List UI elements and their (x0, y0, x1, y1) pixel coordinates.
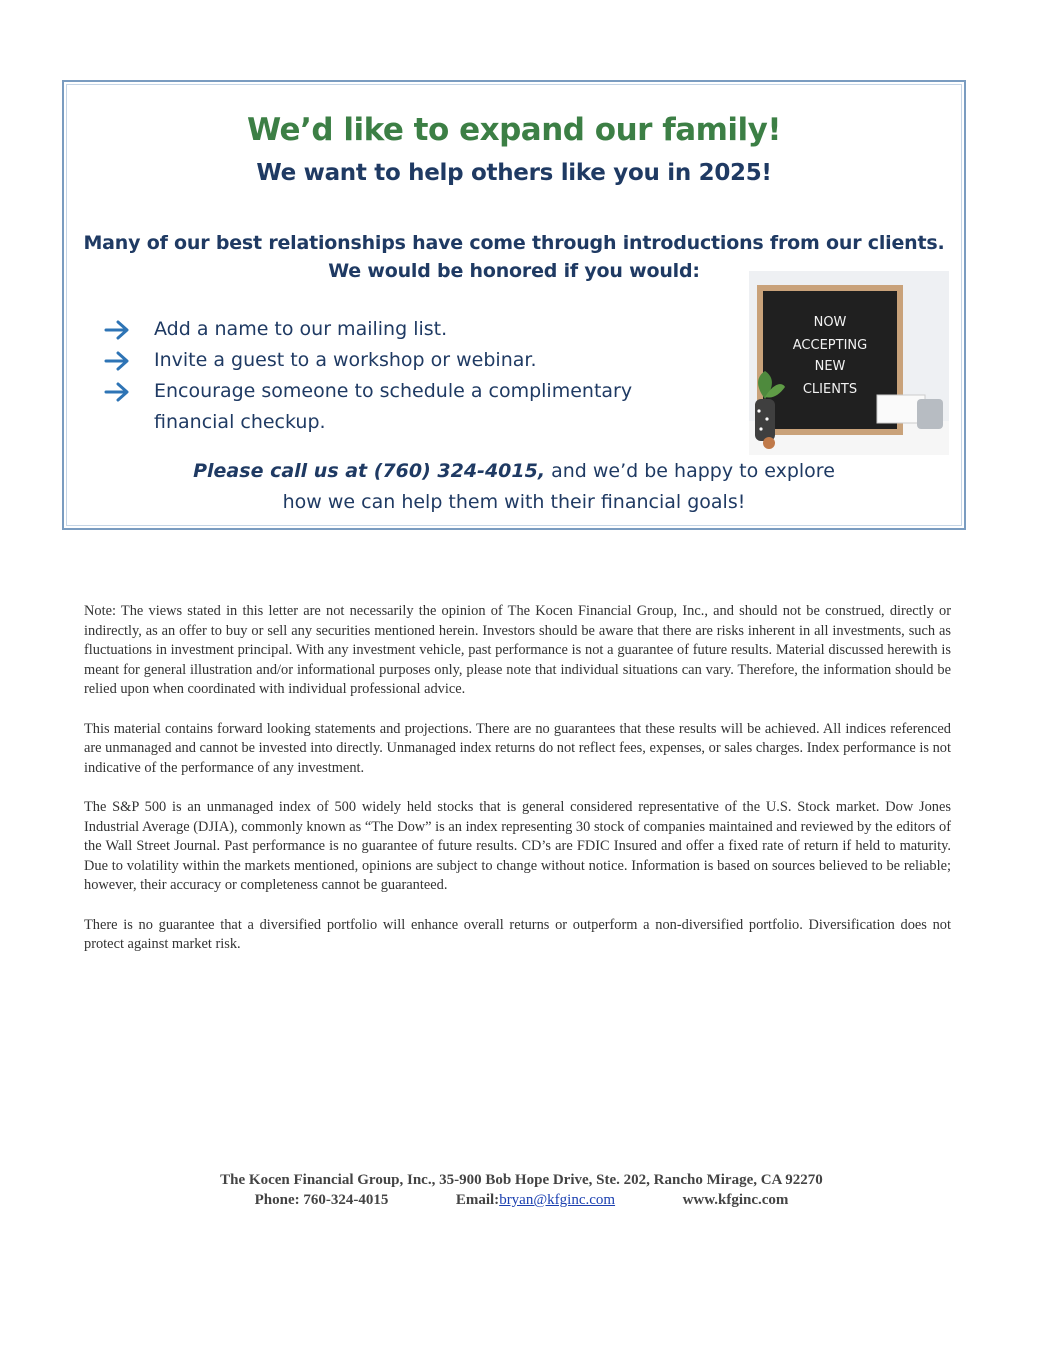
disclaimer-paragraph: There is no guarantee that a diversified portfolio will enhance overall returns or outperform a non-diversified portfolio. Diversification does not protect against market risk. (84, 916, 951, 953)
disclaimer (84, 602, 951, 974)
photo-sign-line-4: CLIENTS (802, 382, 858, 397)
arrow-right-icon (104, 314, 134, 345)
list-item-text: Invite a guest to a workshop or webinar. (154, 349, 537, 371)
call-text: and we’d be happy to explore (545, 460, 835, 482)
call-text-line-2: how we can help them with their financial goals! (282, 491, 746, 513)
list-item (104, 314, 664, 345)
arrow-right-icon (104, 376, 134, 407)
email-link[interactable]: bryan@kfginc.com (499, 1192, 616, 1208)
now-accepting-clients-photo (749, 271, 949, 455)
list-item (104, 345, 664, 376)
promo-intro-line-2: We would be honored if you would: (328, 260, 700, 282)
disclaimer-paragraph: This material contains forward looking statements and projections. There are no guarantees that these results will be achieved. All indices referenced are unmanaged and cannot be invested into directly. Unmanaged index returns do not reflect fees, expenses, or sales charges. Index performance is not indicative of the performance of any investment. (84, 720, 951, 776)
disclaimer-paragraph: The S&P 500 is an unmanaged index of 500 widely held stocks that is general considered representative of the U.S. Stock market. Dow Jones Industrial Average (DJIA), commonly known as “The Dow” is an index representing 30 stock of companies maintained and reviewed by the editors of the Wall Street Journal. Past performance is no guarantee of future results. CD’s are FDIC Insured and offer a fixed rate of return if held to maturity. Due to volatility within the markets mentioned, opinions are subject to change without notice. Information is based on sources believed to be reliable; however, their accuracy or completeness cannot be guaranteed. (84, 798, 951, 894)
photo-sign-line-3: NEW (814, 359, 846, 374)
letterboard-illustration (749, 271, 949, 455)
footer-address: The Kocen Financial Group, Inc., 35-900 Bob Hope Drive, Ste. 202, Rancho Mirage, CA 92270 (220, 1172, 823, 1188)
call-phone-text: Please call us at (760) 324-4015, (193, 460, 546, 482)
photo-sign-line-1: NOW (813, 315, 847, 330)
promo-intro-line-1: Many of our best relationships have come through introductions from our clients. (83, 232, 945, 254)
footer-phone: Phone: 760-324-4015 (254, 1192, 389, 1208)
arrow-right-icon (104, 345, 134, 376)
list-item (104, 376, 664, 438)
promo-box (62, 80, 966, 530)
request-list (104, 314, 664, 438)
call-to-action (64, 456, 964, 518)
footer-email-label: Email: (455, 1192, 500, 1208)
promo-headline: We’d like to expand our family! (246, 112, 782, 148)
disclaimer-paragraph: Note: The views stated in this letter are not necessarily the opinion of The Kocen Financial Group, Inc., and should not be construed, directly or indirectly, as an offer to buy or sell any securities mentioned herein. Investors should be aware that there are risks inherent in all investments, such as fluctuations in investment principal. With any investment vehicle, past performance is not a guarantee of future results. Material discussed herewith is meant for general illustration and/or informational purposes only, please note that individual situations can vary. Therefore, the information should be relied upon when coordinated with individual professional advice. (84, 603, 951, 698)
footer-website: www.kfginc.com (682, 1192, 789, 1208)
list-item-text: Encourage someone to schedule a complimentary financial checkup. (154, 380, 633, 433)
promo-subhead: We want to help others like you in 2025! (256, 160, 772, 186)
list-item-text: Add a name to our mailing list. (154, 318, 448, 340)
photo-sign-line-2: ACCEPTING (792, 338, 868, 353)
footer (0, 1170, 1043, 1210)
footer-contact-line (0, 1190, 1043, 1210)
